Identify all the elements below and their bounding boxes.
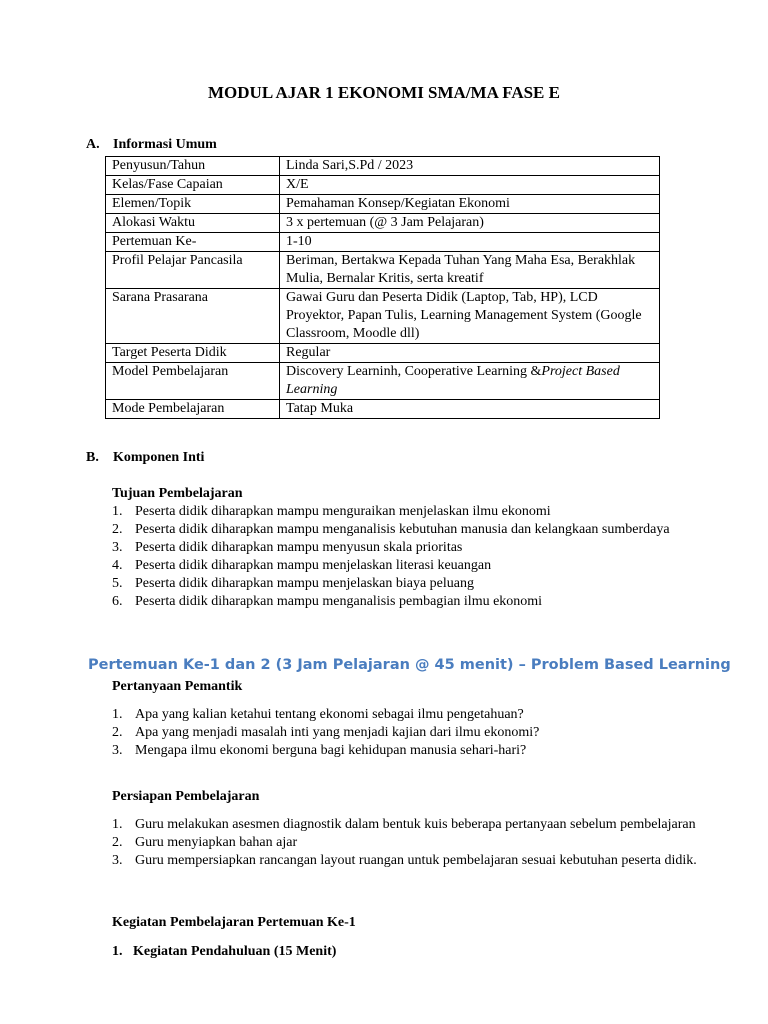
table-cell-label: Target Peserta Didik: [106, 344, 280, 363]
list-text: Peserta didik diharapkan mampu menganalisis pembagian ilmu ekonomi: [135, 594, 543, 609]
list-item: [112, 503, 706, 521]
table-cell-label: Pertemuan Ke-: [106, 233, 280, 252]
list-text: Peserta didik diharapkan mampu menjelaskan biaya peluang: [135, 576, 475, 591]
list-text: Guru menyiapkan bahan ajar: [135, 835, 298, 850]
list-number: 2.: [112, 725, 123, 740]
persiapan-heading: Persiapan Pembelajaran: [112, 789, 260, 804]
section-b-label: Komponen Inti: [113, 450, 205, 465]
table-row: [106, 344, 660, 363]
list-number: 5.: [112, 576, 123, 591]
list-item: [112, 575, 706, 593]
section-b-letter: B.: [86, 450, 99, 465]
list-number: 2.: [112, 835, 123, 850]
list-item: [112, 521, 706, 539]
list-text: Peserta didik diharapkan mampu menjelaskan literasi keuangan: [135, 558, 492, 573]
table-row: [106, 400, 660, 419]
table-row: [106, 214, 660, 233]
list-number: 6.: [112, 594, 123, 609]
table-cell-value: Beriman, Bertakwa Kepada Tuhan Yang Maha Esa, Berakhlak Mulia, Bernalar Kritis, serta kreatif: [280, 252, 660, 289]
list-text: Mengapa ilmu ekonomi berguna bagi kehidupan manusia sehari-hari?: [135, 743, 527, 758]
table-row: [106, 252, 660, 289]
list-number: 1.: [112, 707, 123, 722]
table-cell-label: Elemen/Topik: [106, 195, 280, 214]
section-b-heading: [86, 450, 204, 466]
table-cell-value: Tatap Muka: [280, 400, 660, 419]
table-row: [106, 363, 660, 400]
kegiatan-heading: Kegiatan Pembelajaran Pertemuan Ke-1: [112, 915, 356, 930]
list-number: 4.: [112, 558, 123, 573]
table-row: [106, 289, 660, 344]
table-cell-value-text: Discovery Learninh, Cooperative Learning &: [286, 364, 542, 379]
list-number: 2.: [112, 522, 123, 537]
table-cell-value: X/E: [280, 176, 660, 195]
section-a-heading: [86, 137, 217, 153]
list-text: Peserta didik diharapkan mampu menganalisis kebutuhan manusia dan kelangkaan sumberdaya: [135, 522, 670, 537]
pertemuan-heading: Pertemuan Ke-1 dan 2 (3 Jam Pelajaran @ 45 menit) – Problem Based Learning: [88, 657, 731, 673]
pendahuluan-text: Kegiatan Pendahuluan (15 Menit): [133, 944, 337, 959]
list-number: 3.: [112, 853, 123, 868]
table-cell-value: 1-10: [280, 233, 660, 252]
list-text: Guru melakukan asesmen diagnostik dalam bentuk kuis beberapa pertanyaan sebelum pembelajaran: [135, 817, 696, 832]
table-cell-label: Profil Pelajar Pancasila: [106, 252, 280, 289]
table-cell-value: 3 x pertemuan (@ 3 Jam Pelajaran): [280, 214, 660, 233]
table-cell-label: Alokasi Waktu: [106, 214, 280, 233]
list-text: Peserta didik diharapkan mampu menguraikan menjelaskan ilmu ekonomi: [135, 504, 551, 519]
page-title: MODUL AJAR 1 EKONOMI SMA/MA FASE E: [208, 83, 560, 102]
table-cell-value-italic: Project Based Learning: [286, 364, 620, 397]
table-cell-value: Regular: [280, 344, 660, 363]
list-number: 1.: [112, 504, 123, 519]
section-a-letter: A.: [86, 137, 100, 152]
list-item: [112, 852, 706, 870]
table-cell-value: Pemahaman Konsep/Kegiatan Ekonomi: [280, 195, 660, 214]
list-item: [112, 593, 706, 611]
table-cell-label: Model Pembelajaran: [106, 363, 280, 400]
list-item: [112, 816, 706, 834]
table-cell-label: Kelas/Fase Capaian: [106, 176, 280, 195]
pendahuluan-number: 1.: [112, 944, 123, 959]
pendahuluan-heading: [112, 944, 336, 960]
list-number: 3.: [112, 540, 123, 555]
list-item: [112, 742, 706, 760]
list-number: 1.: [112, 817, 123, 832]
table-cell-label: Mode Pembelajaran: [106, 400, 280, 419]
list-item: [112, 557, 706, 575]
list-item: [112, 724, 706, 742]
list-text: Peserta didik diharapkan mampu menyusun skala prioritas: [135, 540, 463, 555]
persiapan-list: [112, 816, 706, 870]
pemantik-heading: Pertanyaan Pemantik: [112, 679, 243, 694]
table-row: [106, 157, 660, 176]
list-text: Apa yang kalian ketahui tentang ekonomi sebagai ilmu pengetahuan?: [135, 707, 524, 722]
list-item: [112, 834, 706, 852]
table-row: [106, 233, 660, 252]
pemantik-list: [112, 706, 706, 760]
table-cell-value: [280, 363, 660, 400]
tujuan-heading: Tujuan Pembelajaran: [112, 486, 243, 501]
table-cell-value: Linda Sari,S.Pd / 2023: [280, 157, 660, 176]
table-cell-value: Gawai Guru dan Peserta Didik (Laptop, Tab, HP), LCD Proyektor, Papan Tulis, Learning Management System (Google Classroom, Moodle dll): [280, 289, 660, 344]
table-cell-label: Penyusun/Tahun: [106, 157, 280, 176]
list-number: 3.: [112, 743, 123, 758]
list-text: Apa yang menjadi masalah inti yang menjadi kajian dari ilmu ekonomi?: [135, 725, 540, 740]
table-row: [106, 195, 660, 214]
list-item: [112, 539, 706, 557]
table-cell-label: Sarana Prasarana: [106, 289, 280, 344]
info-table: [105, 156, 660, 419]
section-a-label: Informasi Umum: [113, 137, 217, 152]
table-row: [106, 176, 660, 195]
list-item: [112, 706, 706, 724]
list-text: Guru mempersiapkan rancangan layout ruangan untuk pembelajaran sesuai kebutuhan peserta didik.: [135, 853, 697, 868]
tujuan-list: [112, 503, 706, 611]
